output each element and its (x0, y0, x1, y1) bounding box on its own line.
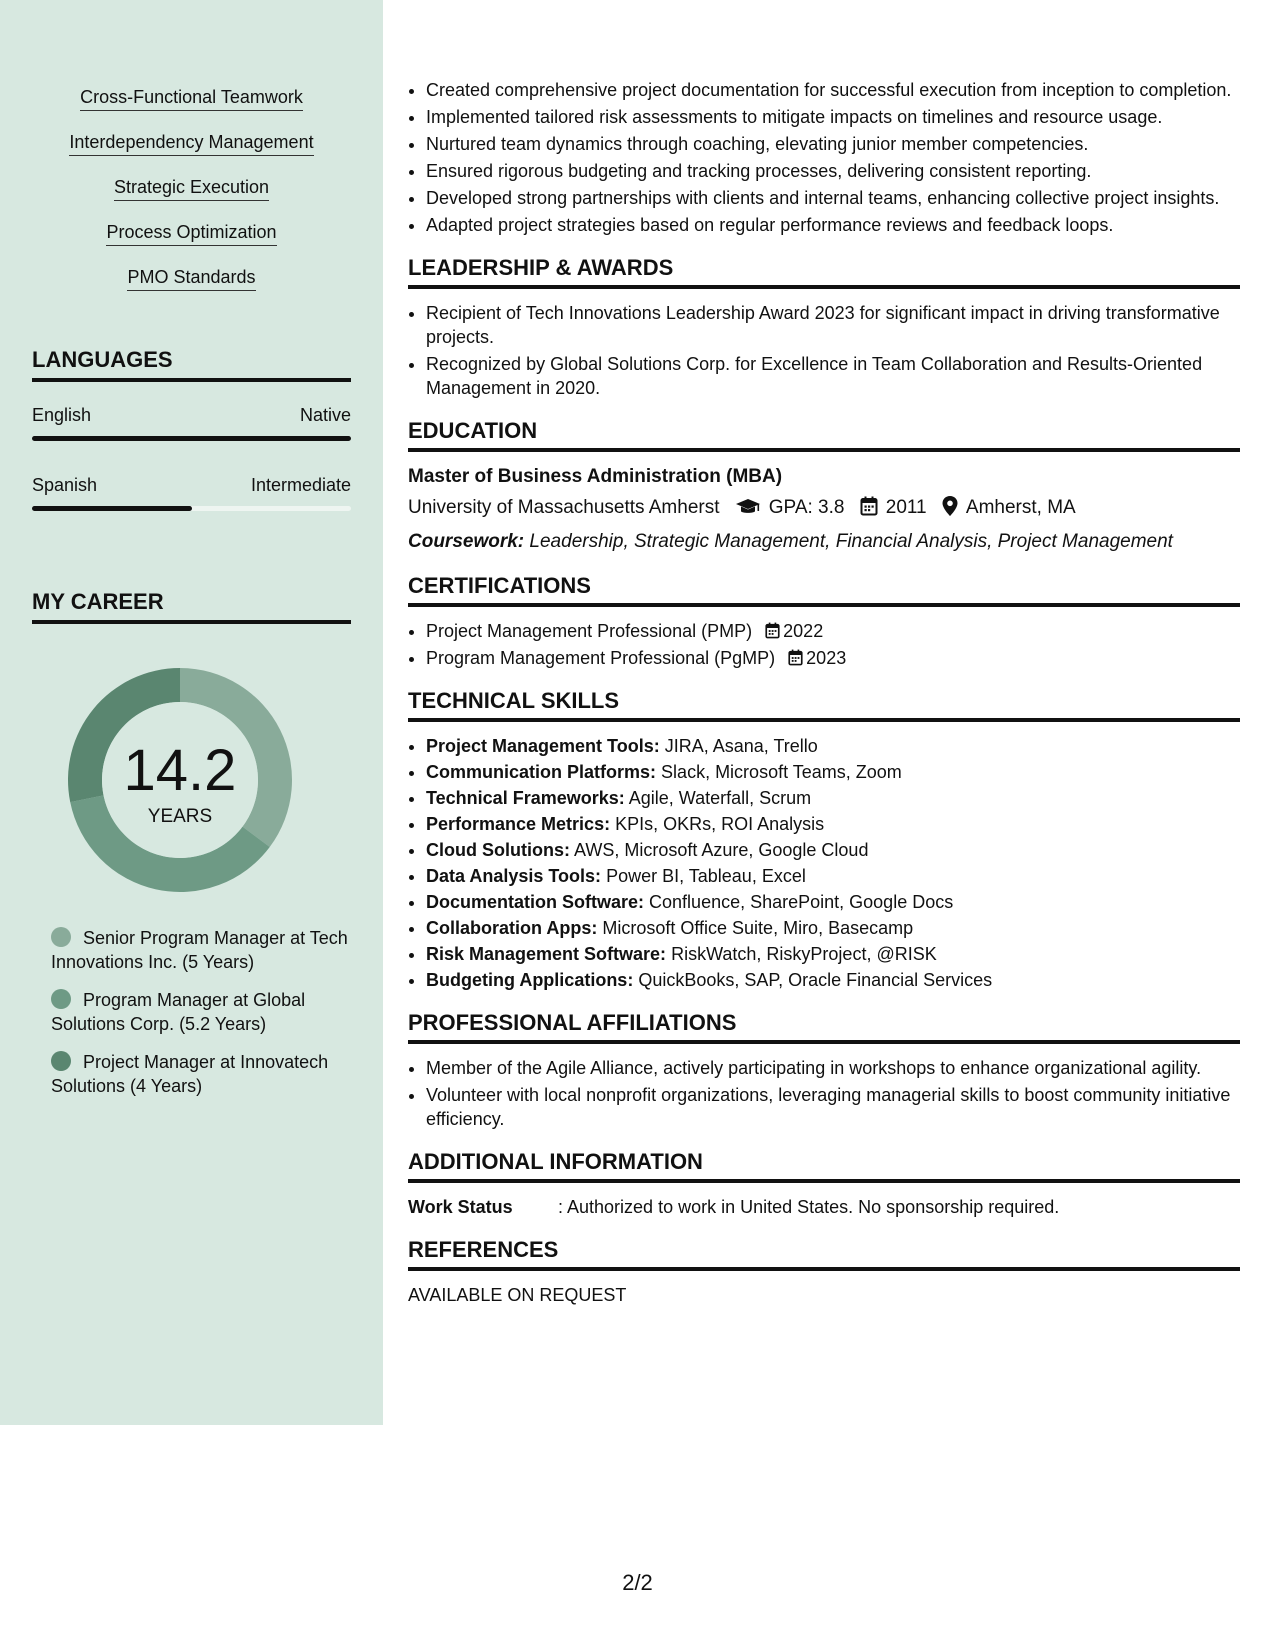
skill-category: Budgeting Applications: (426, 970, 634, 990)
skill-category: Collaboration Apps: (426, 918, 598, 938)
career-label: Project Manager at Innovatech Solutions (4 Years) (51, 1052, 329, 1096)
skill-category: Risk Management Software: (426, 944, 667, 964)
graduation-cap-icon (735, 498, 761, 524)
skill-values: Slack, Microsoft Teams, Zoom (661, 762, 902, 782)
work-status-value: : Authorized to work in United States. No sponsorship required. (558, 1197, 1060, 1217)
location-pin-icon (942, 496, 958, 524)
total-years: 14.2 (123, 738, 237, 803)
experience-bullet: • Created comprehensive project documentation for successful execution from inception to completion. (426, 78, 1240, 102)
language-name: English (32, 405, 92, 425)
skill-category: Project Management Tools: (426, 736, 660, 756)
affiliation-item: • Member of the Agile Alliance, actively participating in workshops to enhance organizational agility. (426, 1056, 1240, 1080)
education-degree: Master of Business Administration (MBA) (408, 466, 783, 487)
career-legend (51, 926, 351, 1112)
skill-item: Interdependency Management (69, 131, 313, 156)
leadership-heading: LEADERSHIP & AWARDS (408, 255, 1240, 289)
skill-values: Agile, Waterfall, Scrum (628, 788, 812, 808)
legend-dot (51, 927, 71, 947)
experience-bullet: • Developed strong partnerships with clients and internal teams, enhancing collective project insights. (426, 186, 1240, 210)
affiliations-list (408, 1056, 1240, 1131)
skill-values: Confluence, SharePoint, Google Docs (649, 892, 954, 912)
language-level: Native (299, 405, 351, 425)
coursework-label: Coursework: (408, 531, 525, 552)
skill-item: Process Optimization (106, 221, 276, 246)
language-bar (32, 436, 351, 441)
skill-category: Cloud Solutions: (426, 840, 570, 860)
calendar-icon (860, 496, 878, 524)
core-skills-list (0, 86, 383, 311)
education-year: 2011 (885, 497, 927, 518)
technical-skill-item (426, 864, 1240, 888)
technical-skill-item (426, 916, 1240, 940)
work-status (408, 1195, 1240, 1219)
main-content (408, 78, 1240, 1307)
leadership-list (408, 301, 1240, 400)
certification-name: Program Management Professional (PgMP) (426, 648, 776, 668)
career-donut-chart (62, 662, 298, 898)
skill-values: JIRA, Asana, Trello (664, 736, 818, 756)
certification-year: 2022 (783, 621, 824, 641)
education-location: Amherst, MA (965, 497, 1076, 518)
calendar-icon (788, 649, 803, 666)
sidebar (0, 0, 383, 1425)
skill-values: KPIs, OKRs, ROI Analysis (615, 814, 825, 834)
career-heading: MY CAREER (32, 589, 351, 624)
education-heading: EDUCATION (408, 418, 1240, 452)
languages-heading: LANGUAGES (32, 347, 351, 382)
years-label: YEARS (147, 806, 213, 827)
language-level: Intermediate (250, 475, 351, 495)
career-label: Program Manager at Global Solutions Corp. (5.2 Years) (51, 990, 306, 1034)
skill-category: Data Analysis Tools: (426, 866, 602, 886)
skill-category: Communication Platforms: (426, 762, 657, 782)
experience-bullet: • Ensured rigorous budgeting and tracking processes, delivering consistent reporting. (426, 159, 1240, 183)
education-gpa: GPA: 3.8 (768, 497, 845, 518)
language-name: Spanish (32, 475, 98, 495)
experience-bullets (408, 78, 1240, 237)
coursework-value: Leadership, Strategic Management, Financial Analysis, Project Management (529, 531, 1173, 552)
language-bar (32, 506, 351, 511)
technical-skill-item (426, 786, 1240, 810)
affiliation-item: • Volunteer with local nonprofit organizations, leveraging managerial skills to boost community initiative efficiency. (426, 1083, 1240, 1131)
career-legend-item (51, 1050, 351, 1098)
technical-skill-item (426, 812, 1240, 836)
technical-skill-item (426, 838, 1240, 862)
technical-skill-item (426, 760, 1240, 784)
technical-skills-heading: TECHNICAL SKILLS (408, 688, 1240, 722)
certification-item (426, 646, 1240, 670)
certifications-list (408, 619, 1240, 670)
technical-skill-item (426, 734, 1240, 758)
education-coursework (408, 529, 1240, 555)
leadership-item: • Recipient of Tech Innovations Leadership Award 2023 for significant impact in driving transformative projects. (426, 301, 1240, 349)
skill-values: QuickBooks, SAP, Oracle Financial Services (638, 970, 993, 990)
page-number: 2/2 (622, 1570, 653, 1595)
language-bar-fill (32, 436, 351, 441)
skill-values: RiskWatch, RiskyProject, @RISK (671, 944, 937, 964)
language-bar-fill (32, 506, 192, 511)
certification-name: Project Management Professional (PMP) (426, 621, 753, 641)
skill-item: Cross-Functional Teamwork (80, 86, 303, 111)
technical-skills-list (408, 734, 1240, 992)
skill-item: Strategic Execution (114, 176, 269, 201)
skill-category: Technical Frameworks: (426, 788, 625, 808)
references-heading: REFERENCES (408, 1237, 1240, 1271)
legend-dot (51, 1051, 71, 1071)
certification-item (426, 619, 1240, 643)
certification-year: 2023 (806, 648, 847, 668)
career-label: Senior Program Manager at Tech Innovations Inc. (5 Years) (51, 928, 348, 972)
skill-values: Microsoft Office Suite, Miro, Basecamp (602, 918, 914, 938)
experience-bullet: • Adapted project strategies based on regular performance reviews and feedback loops. (426, 213, 1240, 237)
skill-category: Performance Metrics: (426, 814, 611, 834)
skill-values: AWS, Microsoft Azure, Google Cloud (574, 840, 869, 860)
calendar-icon (765, 622, 780, 639)
additional-info-heading: ADDITIONAL INFORMATION (408, 1149, 1240, 1183)
certification-date (765, 619, 823, 643)
certification-date (788, 646, 846, 670)
education-details (408, 495, 1240, 524)
leadership-item: • Recognized by Global Solutions Corp. for Excellence in Team Collaboration and Results-Oriented Management in 2020. (426, 352, 1240, 400)
technical-skill-item (426, 890, 1240, 914)
education-school: University of Massachusetts Amherst (408, 497, 720, 518)
career-legend-item (51, 926, 351, 974)
affiliations-heading: PROFESSIONAL AFFILIATIONS (408, 1010, 1240, 1044)
experience-bullet: • Nurtured team dynamics through coaching, elevating junior member competencies. (426, 132, 1240, 156)
work-status-label: Work Status (408, 1197, 513, 1217)
skill-values: Power BI, Tableau, Excel (606, 866, 806, 886)
technical-skill-item (426, 968, 1240, 992)
skill-category: Documentation Software: (426, 892, 645, 912)
experience-bullet: • Implemented tailored risk assessments to mitigate impacts on timelines and resource usage. (426, 105, 1240, 129)
legend-dot (51, 989, 71, 1009)
skill-item: PMO Standards (127, 266, 255, 291)
technical-skill-item (426, 942, 1240, 966)
certifications-heading: CERTIFICATIONS (408, 573, 1240, 607)
references-text: AVAILABLE ON REQUEST (408, 1285, 627, 1305)
career-legend-item (51, 988, 351, 1036)
